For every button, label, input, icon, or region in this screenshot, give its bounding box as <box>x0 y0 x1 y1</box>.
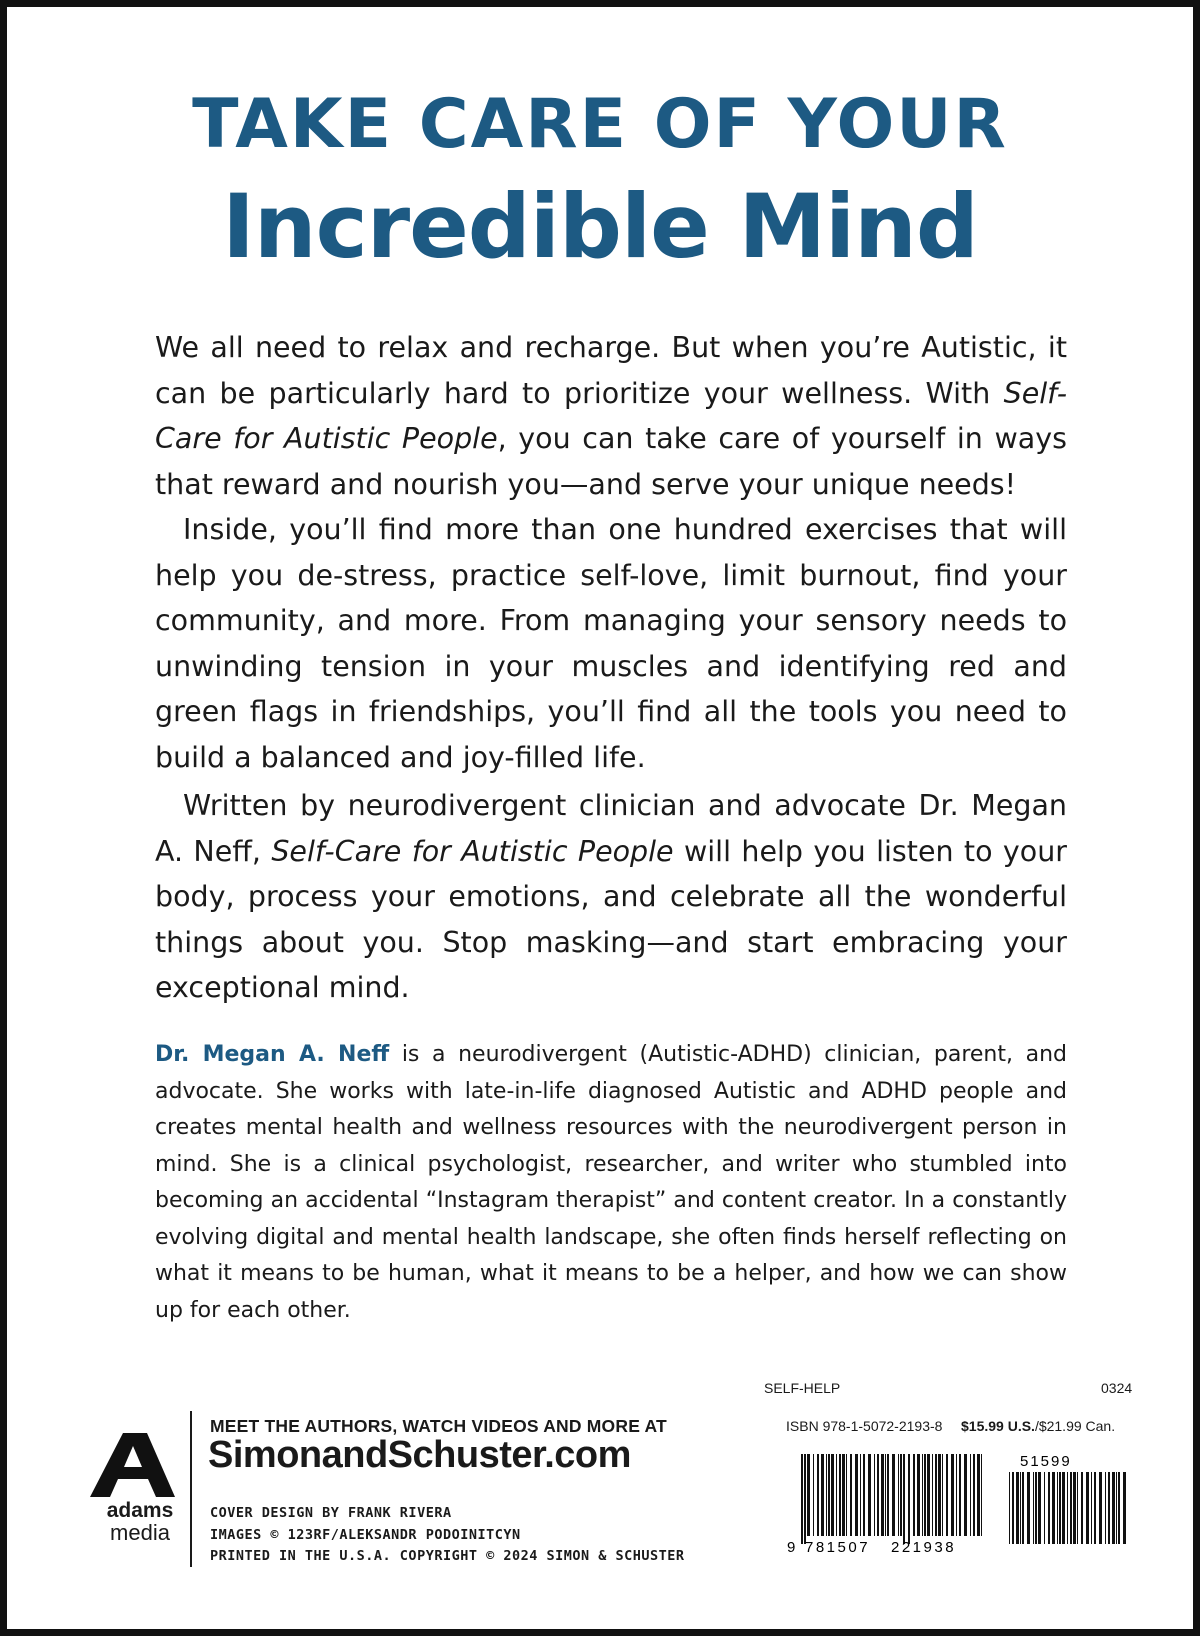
barcode-group1: 781507 <box>805 1539 871 1556</box>
barcode-bar <box>826 1454 827 1536</box>
blurb-p3-text-b: will help you listen to your body, process your emotions, and celebrate all the wonderful things about you. Stop masking—and start embracing your exceptional mind. <box>155 834 1067 1004</box>
barcode-bar <box>817 1454 819 1536</box>
blurb-p1-text-b: , you can take care of yourself in ways that reward and nourish you—and serve your unique needs! <box>155 422 1067 501</box>
barcode-bar <box>1020 1472 1021 1544</box>
barcode-bar <box>935 1454 937 1536</box>
website-link[interactable]: SimonandSchuster.com <box>208 1434 631 1476</box>
blurb-p1-title: Self-Care for Autistic People <box>155 376 1067 455</box>
meet-authors-text: MEET THE AUTHORS, WATCH VIDEOS AND MORE AT <box>210 1416 667 1436</box>
barcode-bar <box>1118 1472 1120 1544</box>
barcode-bar <box>917 1454 920 1536</box>
barcode-bar <box>1099 1472 1102 1544</box>
barcode-bar <box>842 1454 845 1536</box>
blurb-p1-text-a: We all need to relax and recharge. But when you’re Autistic, it can be particularly hard to prioritize your wellness. With <box>155 331 1067 410</box>
barcode-bar <box>946 1454 948 1536</box>
barcode-bar <box>850 1454 852 1536</box>
barcode-bar <box>1094 1472 1096 1544</box>
barcode-bar <box>970 1454 971 1536</box>
barcode-bar <box>1086 1472 1089 1544</box>
barcode-bar <box>1048 1472 1050 1544</box>
barcode-bar <box>964 1454 967 1536</box>
barcode-bar <box>1123 1472 1126 1544</box>
barcode-bar <box>887 1454 889 1536</box>
blurb-paragraph-1 <box>155 325 1067 507</box>
barcode-bar <box>1062 1472 1065 1544</box>
barcode-bar <box>1057 1472 1058 1544</box>
barcode-bar <box>913 1454 915 1536</box>
barcode-bar <box>908 1454 910 1544</box>
cover-design-credit: COVER DESIGN BY FRANK RIVERA <box>210 1505 452 1521</box>
barcode-bar <box>1022 1472 1024 1544</box>
barcode-bar <box>1027 1472 1030 1544</box>
barcode-bar <box>981 1454 982 1536</box>
barcode-bar <box>839 1454 841 1536</box>
barcode-bar <box>804 1454 806 1544</box>
author-bio-text: is a neurodivergent (Autistic-ADHD) clinician, parent, and advocate. She works with late-in-life diagnosed Autistic and ADHD people and creates mental health and wellness resources with the neurodivergent person in mind. She is a clinical psychologist, researcher, and writer who stumbled into becoming an accidental “Instagram therapist” and content creator. In a constantly evolving digital and mental health landscape, she often finds herself reflecting on what it means to be human, what it means to be a helper, and how we can show up for each other. <box>155 1042 1067 1323</box>
barcode-bar <box>1012 1472 1014 1544</box>
barcode-bar <box>828 1454 830 1536</box>
barcode-bar <box>900 1454 902 1536</box>
barcode-bar <box>942 1454 943 1536</box>
author-name: Dr. Megan A. Neff <box>155 1042 390 1067</box>
divider <box>190 1411 192 1567</box>
barcode-first-digit: 9 <box>787 1539 796 1556</box>
barcode-bar <box>813 1454 814 1536</box>
barcode-bar <box>831 1454 834 1536</box>
images-credit: IMAGES © 123RF/ALEKSANDR PODOINITCYN <box>210 1527 521 1543</box>
blurb-p2-text: Inside, you’ll find more than one hundred exercises that will help you de-stress, practice self-love, limit burnout, find your community, and more. From managing your sensory needs to unwinding tension in your muscles and identifying red and green flags in friendships, you’ll find all the tools you need to build a balanced and joy-filled life. <box>155 513 1067 774</box>
barcode-bar <box>1009 1472 1010 1544</box>
barcode-bar <box>1073 1472 1076 1544</box>
barcode-bar <box>877 1454 879 1536</box>
barcode-bar <box>956 1454 957 1536</box>
barcode-bar <box>1112 1472 1115 1544</box>
adams-media-logo-icon <box>85 1427 195 1567</box>
barcode-bar <box>1077 1472 1078 1544</box>
logo-word-media: media <box>110 1520 170 1545</box>
barcode-group2: 221938 <box>891 1539 957 1556</box>
headline-line1: TAKE CARE OF YOUR <box>192 85 1008 164</box>
barcode-bar <box>1035 1472 1037 1544</box>
barcode-bar <box>927 1454 930 1536</box>
blurb-paragraph-2 <box>155 507 1067 780</box>
barcode-bar <box>973 1454 975 1536</box>
barcode-bar <box>903 1454 905 1544</box>
barcode-bar <box>922 1454 923 1536</box>
barcode-bar <box>898 1454 899 1536</box>
author-bio <box>155 1037 1067 1329</box>
barcode-bar <box>1038 1472 1041 1544</box>
barcode-bar <box>855 1454 858 1536</box>
barcode-bar <box>959 1454 961 1536</box>
barcode-bar <box>885 1454 886 1536</box>
barcode-bar <box>860 1454 861 1536</box>
barcode-bar <box>1016 1472 1019 1544</box>
barcode-bar <box>1108 1472 1110 1544</box>
barcode-bar <box>801 1454 803 1544</box>
blurb-paragraph-3 <box>155 783 1067 1011</box>
barcode-bar <box>1081 1472 1083 1544</box>
print-code: 0324 <box>1101 1380 1133 1396</box>
barcode-bar <box>951 1454 954 1536</box>
barcode-bar <box>1105 1472 1106 1544</box>
price-can: /$21.99 Can. <box>1034 1418 1116 1434</box>
logo-word-adams: adams <box>106 1499 174 1522</box>
barcode-bar <box>846 1454 847 1536</box>
barcode-bar <box>807 1454 810 1536</box>
barcode-bar <box>821 1454 824 1536</box>
genre-label: SELF-HELP <box>764 1380 841 1396</box>
barcode-bar <box>1044 1472 1045 1544</box>
barcode-bar <box>924 1454 926 1536</box>
barcode-bar <box>1067 1472 1068 1544</box>
blurb-p3-text-a: Written by neurodivergent clinician and advocate Dr. Megan A. Neff, <box>155 789 1067 868</box>
barcode-bar <box>1116 1472 1117 1544</box>
printed-copyright: PRINTED IN THE U.S.A. COPYRIGHT © 2024 SIMON & SCHUSTER <box>210 1548 685 1564</box>
barcode-bar <box>1052 1472 1055 1544</box>
barcode-bar <box>977 1454 980 1536</box>
barcode-bar <box>932 1454 933 1536</box>
barcode-bar <box>1033 1472 1034 1544</box>
isbn: ISBN 978-1-5072-2193-8 <box>786 1418 943 1434</box>
barcode-bar <box>1059 1472 1061 1544</box>
barcode-main-bars <box>801 1454 982 1544</box>
price-us: $15.99 U.S. <box>961 1418 1035 1434</box>
barcode-bar <box>881 1454 884 1536</box>
barcode-bar <box>1070 1472 1072 1544</box>
barcode-bar <box>836 1454 837 1536</box>
barcode-bar <box>874 1454 875 1536</box>
price <box>961 1418 1115 1434</box>
barcode-addon-bars <box>1009 1472 1126 1544</box>
barcode-bar <box>863 1454 865 1536</box>
barcode-bar <box>938 1454 941 1536</box>
barcode <box>787 1452 1129 1556</box>
blurb-p3-title: Self-Care for Autistic People <box>271 834 674 868</box>
barcode-bar <box>892 1454 895 1536</box>
headline-line2: Incredible Mind <box>222 175 978 278</box>
barcode-addon-digits: 51599 <box>1020 1453 1072 1470</box>
barcode-bar <box>1091 1472 1092 1544</box>
barcode-bar <box>868 1454 871 1536</box>
